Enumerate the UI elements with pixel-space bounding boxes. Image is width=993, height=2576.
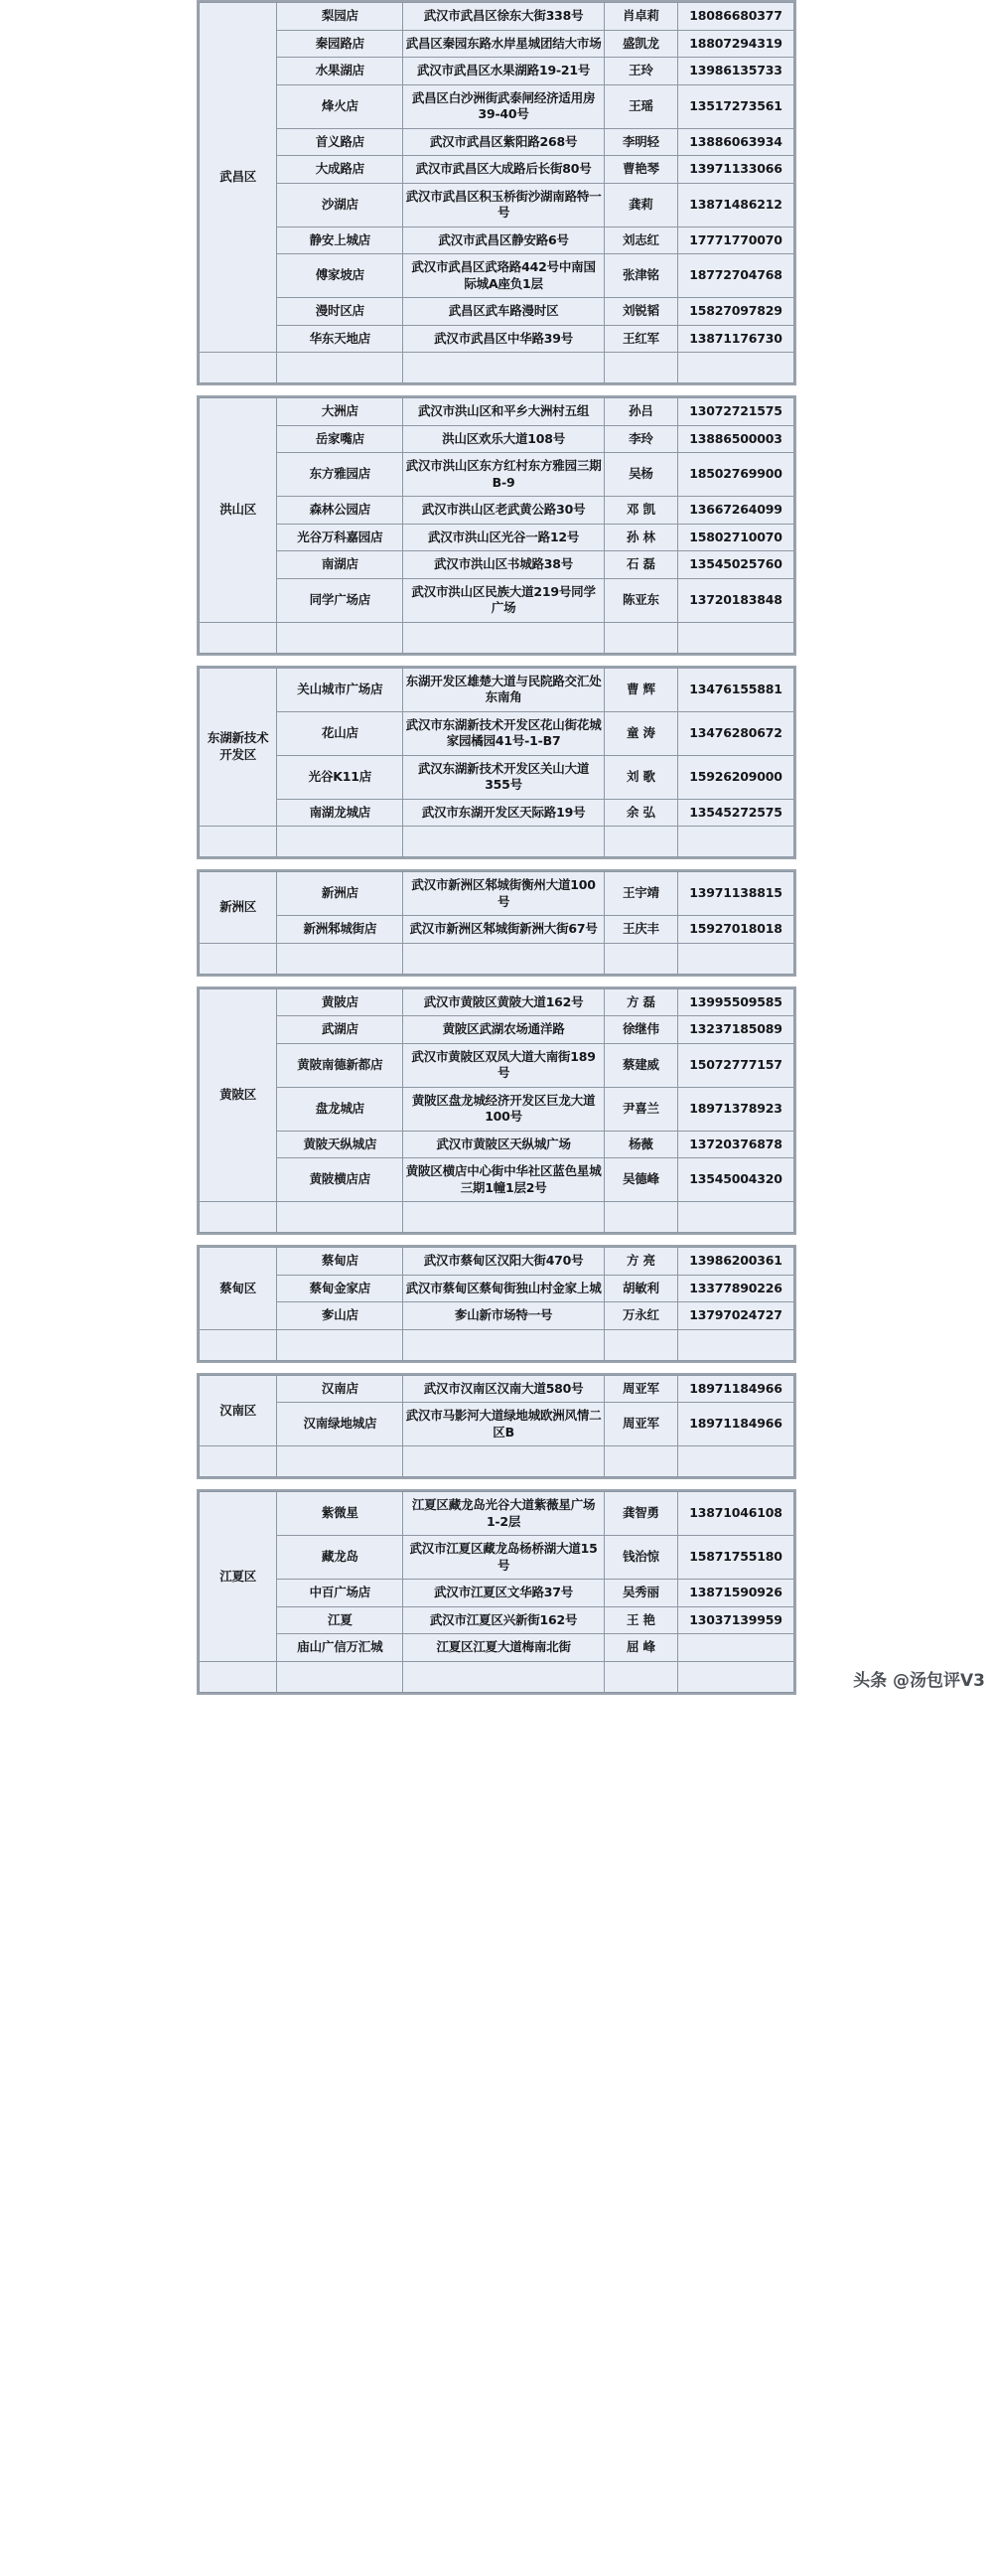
store-name-cell: 梨园店 xyxy=(277,3,403,31)
contact-name-cell: 李明轻 xyxy=(604,128,677,156)
contact-name-cell: 肖卓莉 xyxy=(604,3,677,31)
contact-phone-cell: 13237185089 xyxy=(678,1016,794,1044)
table-row xyxy=(200,1016,794,1044)
store-name-cell: 汉南店 xyxy=(277,1375,403,1403)
store-name-cell: 沙湖店 xyxy=(277,183,403,227)
contact-name-cell: 童 涛 xyxy=(604,711,677,755)
contact-phone-cell xyxy=(678,1634,794,1662)
empty-cell xyxy=(277,943,403,974)
empty-cell xyxy=(403,943,604,974)
table-row xyxy=(200,1275,794,1302)
empty-cell xyxy=(403,622,604,653)
contact-name-cell: 吴杨 xyxy=(604,453,677,497)
contact-name-cell: 刘锐韬 xyxy=(604,298,677,326)
store-name-cell: 东方雅园店 xyxy=(277,453,403,497)
empty-cell xyxy=(678,1661,794,1692)
contact-name-cell: 曹艳琴 xyxy=(604,156,677,184)
district-table xyxy=(199,871,794,975)
empty-cell xyxy=(403,1202,604,1233)
contact-name-cell: 曹 辉 xyxy=(604,668,677,711)
contact-name-cell: 屈 峰 xyxy=(604,1634,677,1662)
district-name-cell: 东湖新技术开发区 xyxy=(200,668,277,827)
contact-name-cell: 方 亮 xyxy=(604,1248,677,1276)
district-table xyxy=(199,988,794,1234)
store-address-cell: 武汉市蔡甸区汉阳大街470号 xyxy=(403,1248,604,1276)
contact-name-cell: 王宇靖 xyxy=(604,872,677,916)
store-name-cell: 黄陂南德新都店 xyxy=(277,1043,403,1087)
district-block xyxy=(197,986,796,1236)
store-name-cell: 藏龙岛 xyxy=(277,1536,403,1580)
contact-phone-cell: 17771770070 xyxy=(678,227,794,254)
store-address-cell: 江夏区江夏大道梅南北街 xyxy=(403,1634,604,1662)
empty-cell xyxy=(678,622,794,653)
empty-cell xyxy=(678,1329,794,1360)
store-address-cell: 武汉市洪山区老武黄公路30号 xyxy=(403,497,604,525)
empty-cell xyxy=(277,1329,403,1360)
table-row xyxy=(200,298,794,326)
store-address-cell: 武汉市武昌区积玉桥街沙湖南路特一号 xyxy=(403,183,604,227)
empty-cell xyxy=(277,1202,403,1233)
table-row xyxy=(200,325,794,353)
store-address-cell: 武汉市蔡甸区蔡甸街独山村金家上城 xyxy=(403,1275,604,1302)
contact-name-cell: 吴秀丽 xyxy=(604,1580,677,1607)
store-name-cell: 黄陂店 xyxy=(277,988,403,1016)
store-address-cell: 武汉市江夏区兴新街162号 xyxy=(403,1606,604,1634)
store-address-cell: 武汉市江夏区文华路37号 xyxy=(403,1580,604,1607)
contact-phone-cell: 13971138815 xyxy=(678,872,794,916)
contact-phone-cell: 15871755180 xyxy=(678,1536,794,1580)
contact-name-cell: 周亚军 xyxy=(604,1403,677,1446)
empty-cell xyxy=(403,1661,604,1692)
store-name-cell: 奓山店 xyxy=(277,1302,403,1330)
contact-name-cell: 张津铭 xyxy=(604,254,677,298)
district-block xyxy=(197,395,796,656)
store-address-cell: 黄陂区横店中心街中华社区蓝色星城三期1幢1层2号 xyxy=(403,1158,604,1202)
contact-name-cell: 徐继伟 xyxy=(604,1016,677,1044)
table-row xyxy=(200,1606,794,1634)
contact-phone-cell: 13971133066 xyxy=(678,156,794,184)
table-row xyxy=(200,1403,794,1446)
contact-phone-cell: 18502769900 xyxy=(678,453,794,497)
table-row xyxy=(200,398,794,426)
table-row xyxy=(200,578,794,622)
contact-name-cell: 盛凯龙 xyxy=(604,30,677,58)
district-name-cell: 新洲区 xyxy=(200,872,277,944)
empty-cell xyxy=(678,827,794,857)
contact-name-cell: 孙 林 xyxy=(604,524,677,551)
contact-phone-cell: 18971184966 xyxy=(678,1375,794,1403)
district-block xyxy=(197,0,796,385)
contact-name-cell: 龚智勇 xyxy=(604,1492,677,1536)
store-address-cell: 武汉市东湖新技术开发区花山街花城家园橘园41号-1-B7 xyxy=(403,711,604,755)
table-row xyxy=(200,425,794,453)
table-row xyxy=(200,1536,794,1580)
store-name-cell: 大洲店 xyxy=(277,398,403,426)
contact-name-cell: 邓 凯 xyxy=(604,497,677,525)
table-row xyxy=(200,551,794,579)
store-name-cell: 森林公园店 xyxy=(277,497,403,525)
store-name-cell: 紫微星 xyxy=(277,1492,403,1536)
contact-phone-cell: 13545025760 xyxy=(678,551,794,579)
empty-cell xyxy=(200,1202,277,1233)
store-address-cell: 黄陂区盘龙城经济开发区巨龙大道100号 xyxy=(403,1087,604,1131)
store-address-cell: 武昌区白沙洲街武泰闸经济适用房39-40号 xyxy=(403,84,604,128)
store-address-cell: 武汉市武昌区大成路后长街80号 xyxy=(403,156,604,184)
store-address-cell: 武汉市洪山区书城路38号 xyxy=(403,551,604,579)
contact-phone-cell: 13476280672 xyxy=(678,711,794,755)
table-row xyxy=(200,1375,794,1403)
empty-cell xyxy=(403,827,604,857)
store-name-cell: 华东天地店 xyxy=(277,325,403,353)
table-row xyxy=(200,30,794,58)
table-row xyxy=(200,1580,794,1607)
contact-phone-cell: 13720376878 xyxy=(678,1131,794,1158)
table-row xyxy=(200,872,794,916)
contact-phone-cell: 13871486212 xyxy=(678,183,794,227)
district-name-cell: 蔡甸区 xyxy=(200,1248,277,1330)
store-name-cell: 蔡甸店 xyxy=(277,1248,403,1276)
table-row xyxy=(200,916,794,944)
store-name-cell: 秦园路店 xyxy=(277,30,403,58)
district-block xyxy=(197,869,796,977)
contact-phone-cell: 13720183848 xyxy=(678,578,794,622)
district-block xyxy=(197,666,796,860)
table-row xyxy=(200,1492,794,1536)
store-name-cell: 光谷K11店 xyxy=(277,755,403,799)
contact-phone-cell: 13871590926 xyxy=(678,1580,794,1607)
store-address-cell: 奓山新市场特一号 xyxy=(403,1302,604,1330)
contact-name-cell: 王庆丰 xyxy=(604,916,677,944)
store-address-cell: 黄陂区武湖农场通洋路 xyxy=(403,1016,604,1044)
store-address-cell: 武汉市新洲区邾城街衡州大道100号 xyxy=(403,872,604,916)
contact-phone-cell: 13986200361 xyxy=(678,1248,794,1276)
table-filler-row xyxy=(200,827,794,857)
store-name-cell: 岳家嘴店 xyxy=(277,425,403,453)
table-row xyxy=(200,183,794,227)
empty-cell xyxy=(604,1329,677,1360)
store-address-cell: 武汉市黄陂区黄陂大道162号 xyxy=(403,988,604,1016)
contact-phone-cell: 13476155881 xyxy=(678,668,794,711)
store-name-cell: 静安上城店 xyxy=(277,227,403,254)
store-name-cell: 漫时区店 xyxy=(277,298,403,326)
store-address-cell: 武汉市武昌区武珞路442号中南国际城A座负1层 xyxy=(403,254,604,298)
store-name-cell: 武湖店 xyxy=(277,1016,403,1044)
store-name-cell: 南湖龙城店 xyxy=(277,799,403,827)
contact-phone-cell: 13986135733 xyxy=(678,58,794,85)
store-address-cell: 洪山区欢乐大道108号 xyxy=(403,425,604,453)
contact-phone-cell: 13995509585 xyxy=(678,988,794,1016)
contact-phone-cell: 13871176730 xyxy=(678,325,794,353)
store-name-cell: 中百广场店 xyxy=(277,1580,403,1607)
district-block xyxy=(197,1489,796,1695)
contact-name-cell: 李玲 xyxy=(604,425,677,453)
store-address-cell: 武汉市洪山区光谷一路12号 xyxy=(403,524,604,551)
table-row xyxy=(200,755,794,799)
block-spacer xyxy=(0,1700,993,1705)
table-row xyxy=(200,497,794,525)
empty-cell xyxy=(200,353,277,383)
store-address-cell: 武昌区秦园东路水岸星城团结大市场 xyxy=(403,30,604,58)
contact-name-cell: 刘志红 xyxy=(604,227,677,254)
contact-phone-cell: 18772704768 xyxy=(678,254,794,298)
empty-cell xyxy=(200,943,277,974)
empty-cell xyxy=(200,1446,277,1477)
contact-name-cell: 孙吕 xyxy=(604,398,677,426)
table-row xyxy=(200,156,794,184)
store-name-cell: 蔡甸金家店 xyxy=(277,1275,403,1302)
store-name-cell: 光谷万科嘉园店 xyxy=(277,524,403,551)
contact-phone-cell: 13377890226 xyxy=(678,1275,794,1302)
table-row xyxy=(200,84,794,128)
store-name-cell: 江夏 xyxy=(277,1606,403,1634)
store-name-cell: 同学广场店 xyxy=(277,578,403,622)
district-table xyxy=(199,1491,794,1693)
empty-cell xyxy=(604,943,677,974)
empty-cell xyxy=(678,1202,794,1233)
empty-cell xyxy=(277,827,403,857)
store-address-cell: 武汉市洪山区民族大道219号同学广场 xyxy=(403,578,604,622)
contact-name-cell: 周亚军 xyxy=(604,1375,677,1403)
contact-phone-cell: 18971378923 xyxy=(678,1087,794,1131)
district-block xyxy=(197,1373,796,1480)
store-address-cell: 武汉市武昌区中华路39号 xyxy=(403,325,604,353)
empty-cell xyxy=(604,827,677,857)
store-name-cell: 首义路店 xyxy=(277,128,403,156)
store-name-cell: 新洲邾城街店 xyxy=(277,916,403,944)
store-name-cell: 黄陂横店店 xyxy=(277,1158,403,1202)
district-name-cell: 黄陂区 xyxy=(200,988,277,1202)
table-row xyxy=(200,711,794,755)
store-address-cell: 武汉市汉南区汉南大道580号 xyxy=(403,1375,604,1403)
district-table xyxy=(199,397,794,654)
contact-name-cell: 王红军 xyxy=(604,325,677,353)
store-name-cell: 大成路店 xyxy=(277,156,403,184)
empty-cell xyxy=(604,622,677,653)
district-table xyxy=(199,2,794,383)
table-filler-row xyxy=(200,1661,794,1692)
store-name-cell: 黄陂天纵城店 xyxy=(277,1131,403,1158)
store-name-cell: 庙山广信万汇城 xyxy=(277,1634,403,1662)
store-address-cell: 武汉市东湖开发区天际路19号 xyxy=(403,799,604,827)
contact-name-cell: 陈亚东 xyxy=(604,578,677,622)
store-name-cell: 花山店 xyxy=(277,711,403,755)
table-filler-row xyxy=(200,943,794,974)
empty-cell xyxy=(277,622,403,653)
contact-phone-cell: 13517273561 xyxy=(678,84,794,128)
table-row xyxy=(200,1158,794,1202)
contact-phone-cell: 15926209000 xyxy=(678,755,794,799)
contact-phone-cell: 18086680377 xyxy=(678,3,794,31)
table-row xyxy=(200,128,794,156)
table-row xyxy=(200,227,794,254)
empty-cell xyxy=(277,1661,403,1692)
contact-name-cell: 王瑶 xyxy=(604,84,677,128)
table-filler-row xyxy=(200,1446,794,1477)
empty-cell xyxy=(604,1446,677,1477)
table-row xyxy=(200,1087,794,1131)
contact-name-cell: 王玲 xyxy=(604,58,677,85)
contact-name-cell: 刘 歌 xyxy=(604,755,677,799)
contact-name-cell: 蔡建威 xyxy=(604,1043,677,1087)
district-table xyxy=(199,668,794,858)
empty-cell xyxy=(678,353,794,383)
watermark-label: 头条 @汤包评V3 xyxy=(853,1670,985,1691)
contact-phone-cell: 15802710070 xyxy=(678,524,794,551)
store-address-cell: 东湖开发区雄楚大道与民院路交汇处东南角 xyxy=(403,668,604,711)
empty-cell xyxy=(200,1329,277,1360)
table-row xyxy=(200,3,794,31)
contact-phone-cell: 13797024727 xyxy=(678,1302,794,1330)
district-name-cell: 洪山区 xyxy=(200,398,277,623)
empty-cell xyxy=(403,1446,604,1477)
contact-name-cell: 石 磊 xyxy=(604,551,677,579)
table-row xyxy=(200,668,794,711)
empty-cell xyxy=(277,1446,403,1477)
store-address-cell: 武昌区武车路漫时区 xyxy=(403,298,604,326)
contact-phone-cell: 13886063934 xyxy=(678,128,794,156)
store-address-cell: 武汉市武昌区徐东大街338号 xyxy=(403,3,604,31)
table-row xyxy=(200,1634,794,1662)
store-name-cell: 新洲店 xyxy=(277,872,403,916)
contact-name-cell: 钱治惊 xyxy=(604,1536,677,1580)
contact-name-cell: 胡敏利 xyxy=(604,1275,677,1302)
contact-name-cell: 龚莉 xyxy=(604,183,677,227)
store-address-cell: 武汉市洪山区东方红村东方雅园三期B-9 xyxy=(403,453,604,497)
store-name-cell: 烽火店 xyxy=(277,84,403,128)
contact-name-cell: 方 磊 xyxy=(604,988,677,1016)
contact-phone-cell: 13871046108 xyxy=(678,1492,794,1536)
contact-phone-cell: 18807294319 xyxy=(678,30,794,58)
empty-cell xyxy=(604,1202,677,1233)
store-address-cell: 武汉市马影河大道绿地城欧洲风情二区B xyxy=(403,1403,604,1446)
store-address-cell: 江夏区藏龙岛光谷大道紫薇星广场1-2层 xyxy=(403,1492,604,1536)
contact-phone-cell: 13545272575 xyxy=(678,799,794,827)
contact-phone-cell: 15072777157 xyxy=(678,1043,794,1087)
store-address-cell: 武汉市武昌区紫阳路268号 xyxy=(403,128,604,156)
empty-cell xyxy=(604,1661,677,1692)
table-row xyxy=(200,254,794,298)
store-name-cell: 傅家坡店 xyxy=(277,254,403,298)
table-filler-row xyxy=(200,1202,794,1233)
store-name-cell: 盘龙城店 xyxy=(277,1087,403,1131)
empty-cell xyxy=(403,1329,604,1360)
table-row xyxy=(200,1131,794,1158)
store-name-cell: 水果湖店 xyxy=(277,58,403,85)
contact-name-cell: 尹喜兰 xyxy=(604,1087,677,1131)
empty-cell xyxy=(403,353,604,383)
store-address-cell: 武汉市洪山区和平乡大洲村五组 xyxy=(403,398,604,426)
table-row xyxy=(200,453,794,497)
table-row xyxy=(200,1043,794,1087)
store-address-cell: 武汉市武昌区水果湖路19-21号 xyxy=(403,58,604,85)
store-address-cell: 武汉东湖新技术开发区关山大道355号 xyxy=(403,755,604,799)
contact-name-cell: 杨薇 xyxy=(604,1131,677,1158)
store-address-cell: 武汉市新洲区邾城街新洲大街67号 xyxy=(403,916,604,944)
empty-cell xyxy=(604,353,677,383)
district-name-cell: 江夏区 xyxy=(200,1492,277,1662)
empty-cell xyxy=(277,353,403,383)
store-name-cell: 关山城市广场店 xyxy=(277,668,403,711)
table-filler-row xyxy=(200,1329,794,1360)
contact-phone-cell: 15927018018 xyxy=(678,916,794,944)
contact-phone-cell: 13072721575 xyxy=(678,398,794,426)
contact-name-cell: 万永红 xyxy=(604,1302,677,1330)
district-table xyxy=(199,1247,794,1361)
empty-cell xyxy=(678,1446,794,1477)
contact-phone-cell: 13037139959 xyxy=(678,1606,794,1634)
contact-phone-cell: 15827097829 xyxy=(678,298,794,326)
table-row xyxy=(200,988,794,1016)
empty-cell xyxy=(200,1661,277,1692)
table-row xyxy=(200,58,794,85)
contact-name-cell: 余 弘 xyxy=(604,799,677,827)
contact-phone-cell: 13886500003 xyxy=(678,425,794,453)
table-filler-row xyxy=(200,622,794,653)
contact-phone-cell: 13667264099 xyxy=(678,497,794,525)
district-name-cell: 汉南区 xyxy=(200,1375,277,1446)
contact-name-cell: 王 艳 xyxy=(604,1606,677,1634)
district-name-cell: 武昌区 xyxy=(200,3,277,353)
empty-cell xyxy=(678,943,794,974)
table-row xyxy=(200,799,794,827)
store-address-cell: 武汉市江夏区藏龙岛杨桥湖大道15号 xyxy=(403,1536,604,1580)
store-address-cell: 武汉市黄陂区天纵城广场 xyxy=(403,1131,604,1158)
contact-phone-cell: 13545004320 xyxy=(678,1158,794,1202)
store-address-cell: 武汉市黄陂区双凤大道大南街189号 xyxy=(403,1043,604,1087)
table-row xyxy=(200,1248,794,1276)
store-name-cell: 汉南绿地城店 xyxy=(277,1403,403,1446)
table-filler-row xyxy=(200,353,794,383)
empty-cell xyxy=(200,622,277,653)
table-row xyxy=(200,1302,794,1330)
district-block xyxy=(197,1245,796,1363)
store-address-cell: 武汉市武昌区静安路6号 xyxy=(403,227,604,254)
contact-phone-cell: 18971184966 xyxy=(678,1403,794,1446)
contact-name-cell: 吴德峰 xyxy=(604,1158,677,1202)
empty-cell xyxy=(200,827,277,857)
store-name-cell: 南湖店 xyxy=(277,551,403,579)
district-table xyxy=(199,1375,794,1478)
table-row xyxy=(200,524,794,551)
